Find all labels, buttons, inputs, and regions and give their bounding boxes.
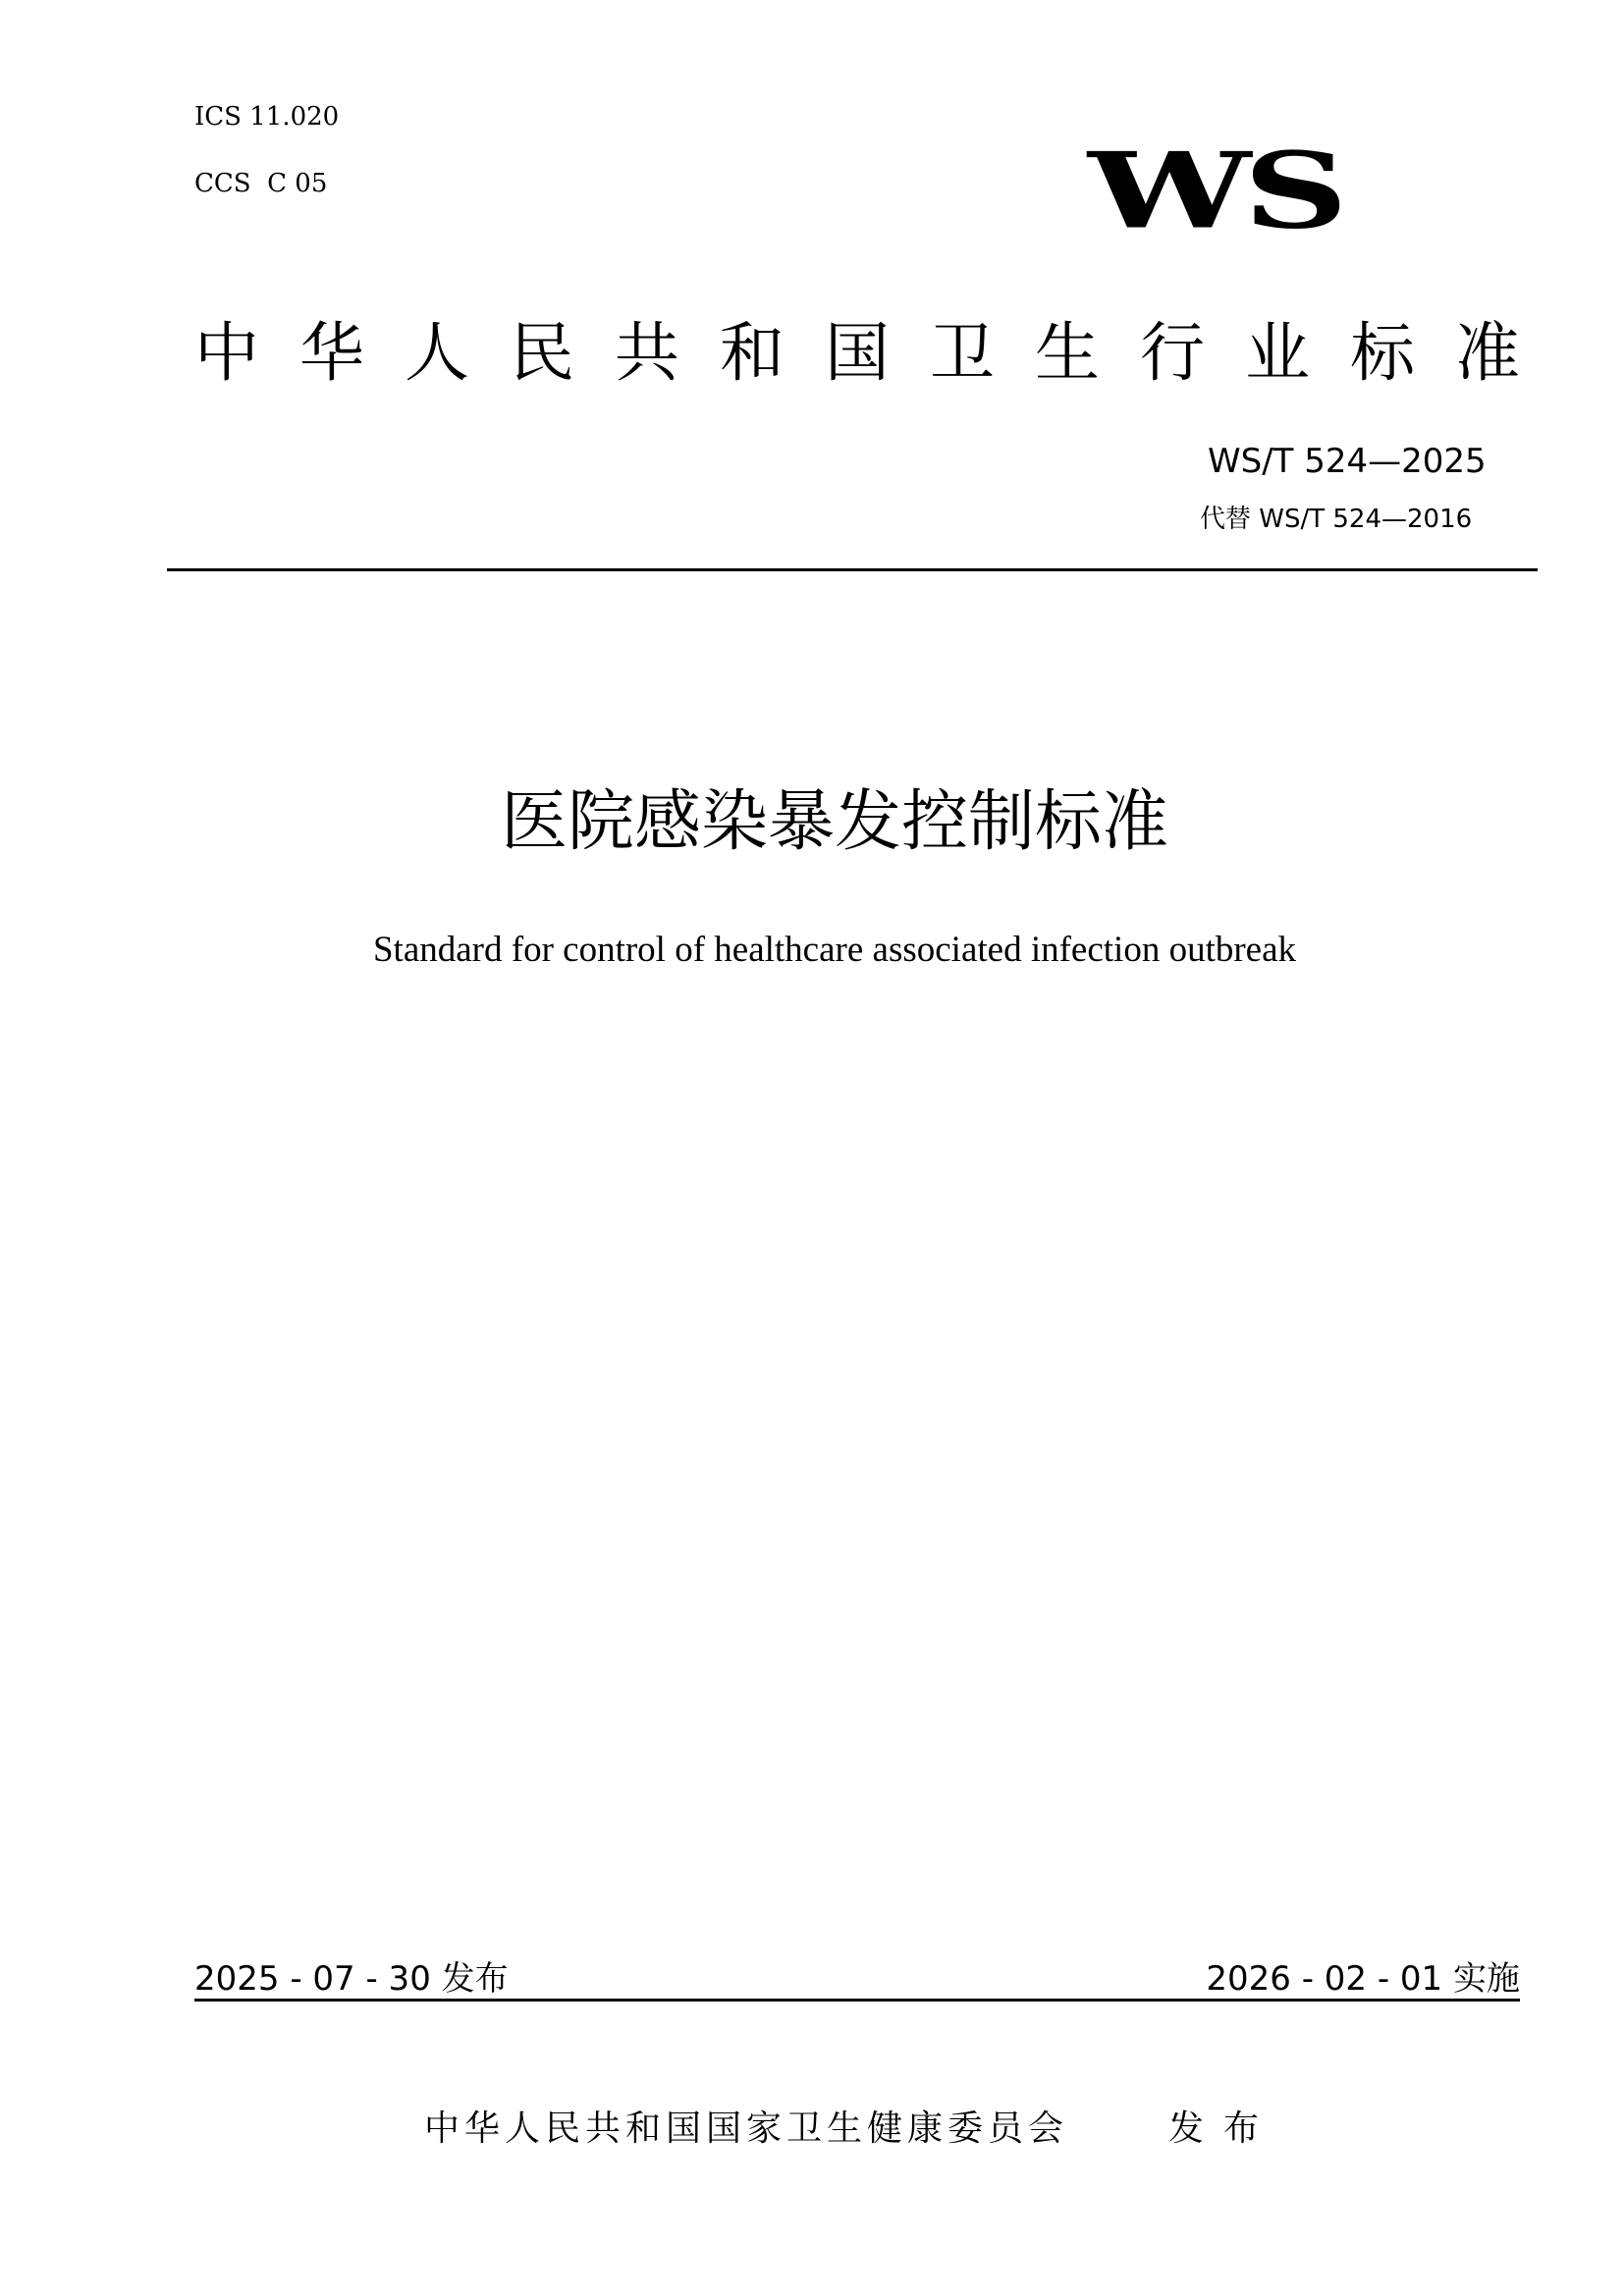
industry-standard-title: 中华人民共和国卫生行业标准: [194, 315, 1560, 391]
issuing-authority: 中华人民共和国国家卫生健康委员会: [424, 2109, 1069, 2149]
ws-logo: WS: [1088, 129, 1341, 252]
standard-number: WS/T 524—2025: [1208, 442, 1487, 481]
document-title-cn: 医院感染暴发控制标准: [500, 783, 1168, 861]
footer-divider: [194, 1999, 1520, 2002]
issue-label: 发布: [1168, 2109, 1279, 2149]
ics-code: ICS 11.020: [194, 102, 340, 132]
issue-date: 2025 - 07 - 30 发布: [194, 1959, 509, 1999]
replaces-standard: 代替 WS/T 524—2016: [1200, 505, 1473, 534]
header-divider: [167, 568, 1538, 571]
document-title-en: Standard for control of healthcare associated infection outbreak: [372, 930, 1297, 970]
implementation-date: 2026 - 02 - 01 实施: [1206, 1959, 1520, 1999]
ccs-code: CCS C 05: [194, 169, 328, 198]
